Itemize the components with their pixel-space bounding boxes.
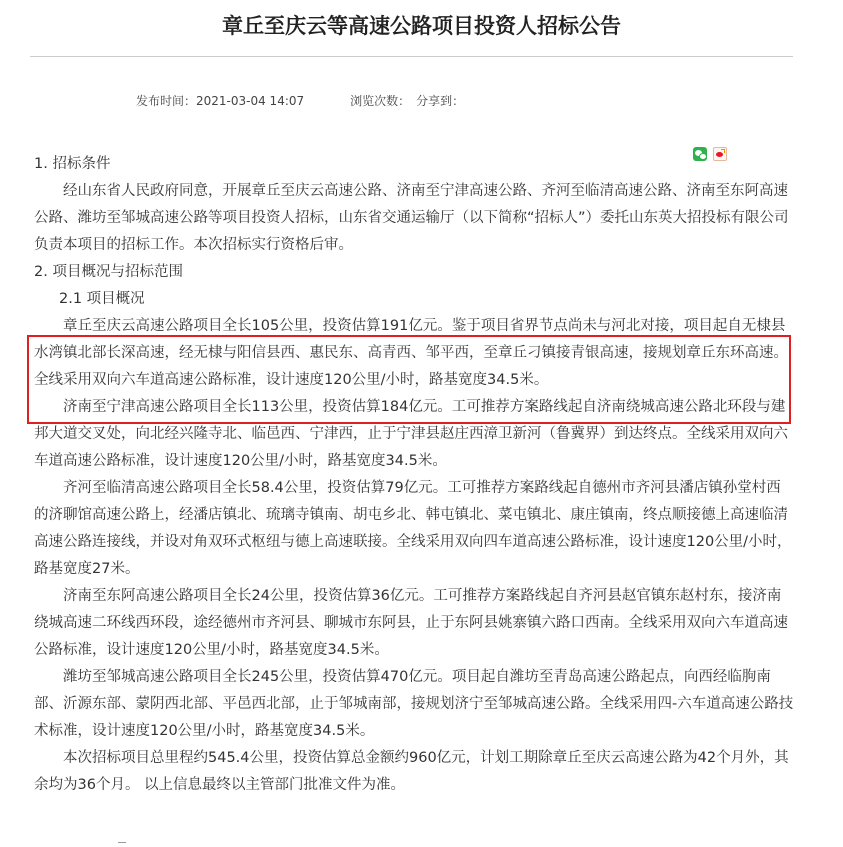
paragraph-weifang-zoucheng: 潍坊至邹城高速公路项目全长245公里，投资估算470亿元。项目起自潍坊至青岛高速公路起点，向西经临朐南部、沂源东部、蒙阴西北部、平邑西北部，止于邹城南部，接规划济宁至邹城高速公路。全线采用四-六车道高速公路技术标准，设计速度120公里/小时，路基宽度34.5米。: [34, 669, 794, 739]
section-heading-2: 2. 项目概况与招标范围: [34, 264, 183, 280]
article-body: [34, 151, 794, 799]
section-heading-1: 1. 招标条件: [34, 156, 111, 172]
paragraph-zhangqiu-qingyun: 章丘至庆云高速公路项目全长105公里，投资估算191亿元。鉴于项目省界节点尚未与河北对接，项目起自无棣县水湾镇北部长深高速，经无棣与阳信县西、惠民东、高青西、邹平西，至章丘刁镇接青银高速，接规划章丘东环高速。全线采用双向六车道高速公路标准，设计速度120公里/小时，路基宽度34.5米。: [34, 318, 788, 388]
cut-off-fragment: [118, 842, 126, 847]
share-label: 分享到：: [416, 94, 465, 108]
title-divider: [30, 56, 793, 57]
paragraph-qihe-linqing: 齐河至临清高速公路项目全长58.4公里，投资估算79亿元。工可推荐方案路线起自德州市齐河县潘店镇孙堂村西的济聊馆高速公路上，经潘店镇北、琉璃寺镇南、胡屯乡北、韩屯镇北、菜屯镇北、康庄镇南，终点顺接德上高速临清高速公路连接线，并设对角双环式枢纽与德上高速联接。全线采用双向四车道高速公路标准，设计速度120公里/小时，路基宽度27米。: [34, 480, 792, 577]
paragraph-total-summary: 本次招标项目总里程约545.4公里，投资估算总金额约960亿元，计划工期除章丘至庆云高速公路为42个月外，其余均为36个月。 以上信息最终以主管部门批准文件为准。: [34, 750, 789, 793]
subsection-heading-2-1: 2.1 项目概况: [59, 291, 145, 307]
paragraph-jinan-donga: 济南至东阿高速公路项目全长24公里，投资估算36亿元。工可推荐方案路线起自齐河县赵官镇东赵村东，接济南绕城高速二环线西环段，途经德州市齐河县、聊城市东阿县，止于东阿县姚寨镇六路口西南。全线采用双向六车道高速公路标准，设计速度120公里/小时，路基宽度34.5米。: [34, 588, 788, 658]
paragraph-bidding-conditions: 经山东省人民政府同意，开展章丘至庆云高速公路、济南至宁津高速公路、齐河至临清高速公路、济南至东阿高速公路、潍坊至邹城高速公路等项目投资人招标，山东省交通运输厅（以下简称“招标人”）委托山东英大招投标有限公司负责本项目的招标工作。本次招标实行资格后审。: [34, 183, 789, 253]
view-count: 浏览次数：: [350, 94, 411, 108]
page-title: 章丘至庆云等高速公路项目投资人招标公告: [222, 14, 621, 38]
article-meta: [136, 92, 464, 109]
paragraph-jinan-ningjin: 济南至宁津高速公路项目全长113公里，投资估算184亿元。工可推荐方案路线起自济南绕城高速公路北环段与建邦大道交叉处，向北经兴隆寺北、临邑西、宁津西，止于宁津县赵庄西漳卫新河（鲁冀界）到达终点。全线采用双向六车道高速公路标准，设计速度120公里/小时，路基宽度34.5米。: [34, 399, 788, 469]
publish-time: 发布时间：2021-03-04 14:07: [136, 94, 305, 108]
